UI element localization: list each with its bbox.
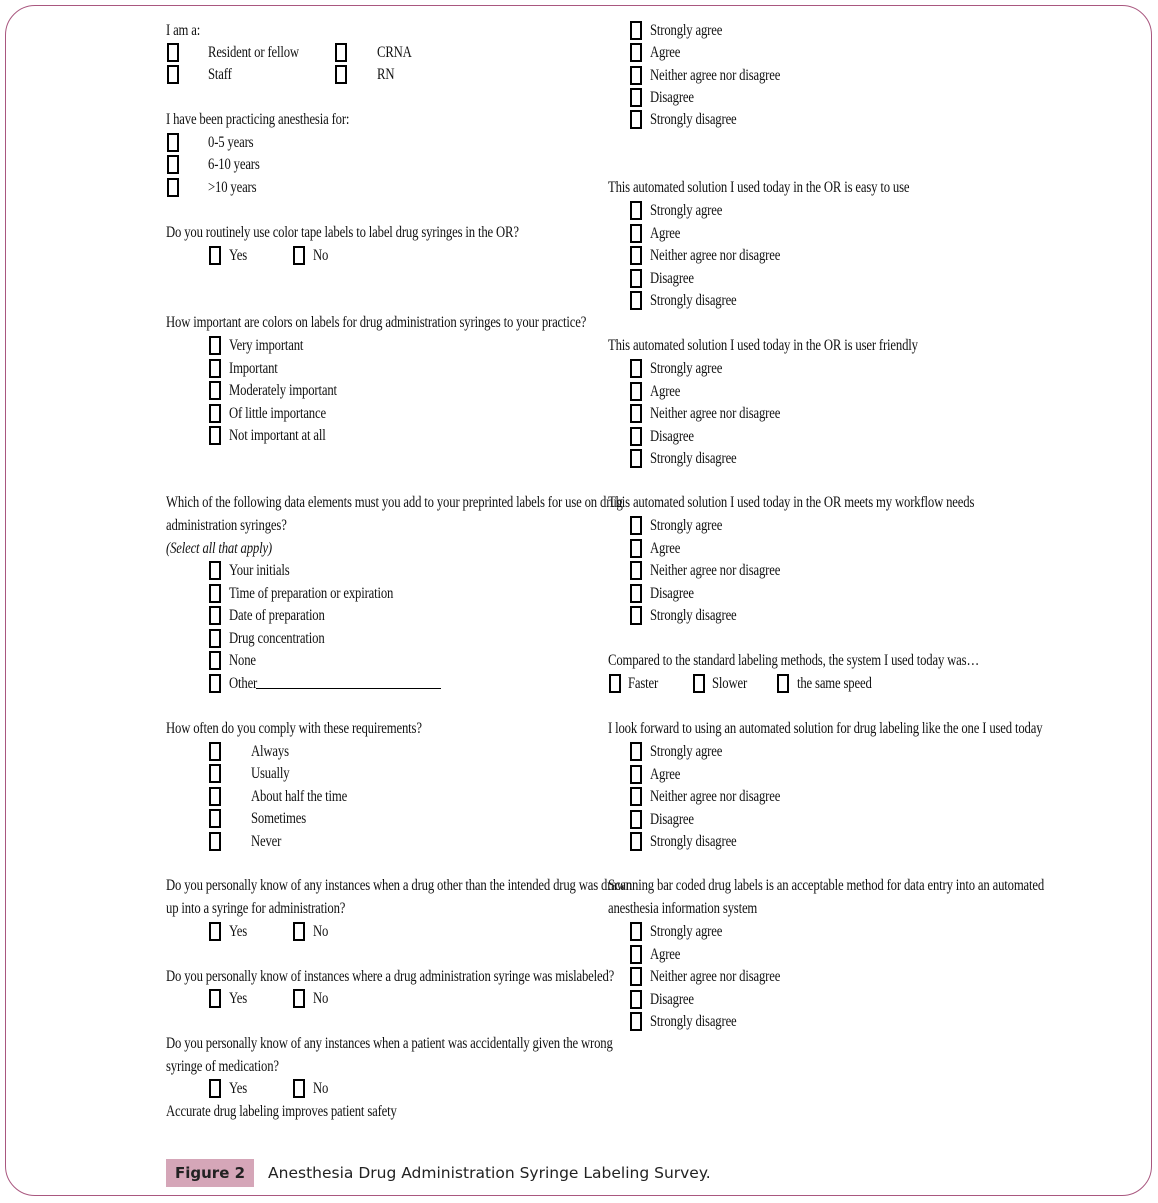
option-checkbox[interactable] (630, 224, 642, 243)
option-label: Yes (229, 1080, 248, 1097)
option-label: the same speed (797, 675, 872, 692)
option-label: Always (251, 743, 289, 760)
option-checkbox[interactable] (630, 110, 642, 129)
option-checkbox[interactable] (630, 88, 642, 107)
option-label: 0-5 years (208, 134, 254, 151)
option-label: Faster (628, 675, 659, 692)
checkbox-slower[interactable] (693, 674, 705, 693)
checkbox-rn[interactable] (335, 65, 347, 84)
option-label: No (313, 990, 329, 1007)
option-label: Neither agree nor disagree (650, 562, 781, 579)
option-label: Resident or fellow (208, 44, 299, 61)
option-checkbox[interactable] (630, 382, 642, 401)
option-label: Disagree (650, 270, 694, 287)
figure-caption-text: Anesthesia Drug Administration Syringe Labeling Survey. (268, 1164, 711, 1182)
option-label: Yes (229, 990, 248, 1007)
option-checkbox[interactable] (209, 787, 221, 806)
option-checkbox[interactable] (209, 651, 221, 670)
question-workflow: This automated solution I used today in the OR meets my workflow needs (608, 494, 975, 511)
option-label: >10 years (208, 179, 257, 196)
option-checkbox[interactable] (630, 66, 642, 85)
option-checkbox[interactable] (630, 404, 642, 423)
option-label: 6-10 years (208, 156, 260, 173)
select-all-note: (Select all that apply) (166, 540, 272, 557)
option-label: Disagree (650, 89, 694, 106)
checkbox-resident[interactable] (167, 43, 179, 62)
option-checkbox[interactable] (630, 516, 642, 535)
option-checkbox[interactable] (630, 201, 642, 220)
question-compliance: How often do you comply with these requirements? (166, 720, 422, 737)
option-checkbox[interactable] (630, 359, 642, 378)
option-label: Not important at all (229, 427, 326, 444)
figure-caption (166, 1159, 711, 1187)
option-checkbox[interactable] (630, 291, 642, 310)
option-label: Disagree (650, 428, 694, 445)
option-checkbox[interactable] (630, 1012, 642, 1031)
option-label: Important (229, 360, 278, 377)
checkbox-6-10[interactable] (167, 155, 179, 174)
option-checkbox[interactable] (209, 359, 221, 378)
option-checkbox[interactable] (209, 832, 221, 851)
question-barcode: Scanning bar coded drug labels is an acceptable method for data entry into an automated (608, 877, 1045, 894)
option-checkbox[interactable] (209, 606, 221, 625)
option-checkbox[interactable] (209, 742, 221, 761)
question-easy-to-use: This automated solution I used today in the OR is easy to use (608, 179, 910, 196)
checkbox-crna[interactable] (335, 43, 347, 62)
checkbox-faster[interactable] (609, 674, 621, 693)
option-label: Agree (650, 383, 681, 400)
option-label: Neither agree nor disagree (650, 247, 781, 264)
option-checkbox[interactable] (630, 246, 642, 265)
option-label: Yes (229, 923, 248, 940)
question-wrong-drug: Do you personally know of any instances when a drug other than the intended drug was drawn (166, 877, 632, 894)
figure-label: Figure 2 (166, 1159, 254, 1187)
question-wrong-syringe: Do you personally know of any instances when a patient was accidentally given the wrong (166, 1035, 613, 1052)
option-label: Strongly disagree (650, 111, 737, 128)
option-checkbox[interactable] (630, 561, 642, 580)
option-label: Strongly disagree (650, 292, 737, 309)
option-checkbox[interactable] (630, 945, 642, 964)
option-label: Other (229, 675, 258, 692)
option-label: Slower (712, 675, 748, 692)
option-label: Yes (229, 247, 248, 264)
option-label: Strongly disagree (650, 833, 737, 850)
option-label: Strongly agree (650, 517, 723, 534)
option-label: Your initials (229, 562, 290, 579)
option-label: Sometimes (251, 810, 307, 827)
option-label: No (313, 247, 329, 264)
question-patient-safety: Accurate drug labeling improves patient safety (166, 1103, 397, 1120)
option-label: Strongly agree (650, 22, 723, 39)
option-checkbox[interactable] (630, 810, 642, 829)
question-wrong-syringe-cont: syringe of medication? (166, 1058, 279, 1075)
checkbox-no[interactable] (293, 922, 305, 941)
option-checkbox[interactable] (630, 787, 642, 806)
question-experience: I have been practicing anesthesia for: (166, 111, 350, 128)
option-label: Never (251, 833, 282, 850)
option-label: Strongly agree (650, 360, 723, 377)
option-checkbox[interactable] (630, 43, 642, 62)
option-label: Agree (650, 44, 681, 61)
option-label: Very important (229, 337, 304, 354)
option-checkbox[interactable] (209, 336, 221, 355)
option-label: None (229, 652, 256, 669)
question-wrong-drug-cont: up into a syringe for administration? (166, 900, 346, 917)
option-checkbox[interactable] (209, 381, 221, 400)
question-color-importance: How important are colors on labels for drug administration syringes to your practice? (166, 314, 587, 331)
option-checkbox[interactable] (209, 629, 221, 648)
option-checkbox[interactable] (630, 990, 642, 1009)
option-label: Of little importance (229, 405, 326, 422)
option-checkbox[interactable] (630, 606, 642, 625)
option-label: Strongly agree (650, 202, 723, 219)
question-role: I am a: (166, 22, 201, 39)
question-data-elements-cont: administration syringes? (166, 517, 287, 534)
option-checkbox[interactable] (209, 404, 221, 423)
option-label: Agree (650, 540, 681, 557)
option-checkbox[interactable] (630, 269, 642, 288)
option-checkbox[interactable] (209, 561, 221, 580)
checkbox-staff[interactable] (167, 65, 179, 84)
option-label: Agree (650, 225, 681, 242)
option-label: Disagree (650, 991, 694, 1008)
checkbox-0-5[interactable] (167, 133, 179, 152)
option-label: Neither agree nor disagree (650, 67, 781, 84)
other-fill-in-line[interactable] (256, 676, 441, 689)
checkbox-yes[interactable] (209, 246, 221, 265)
option-checkbox[interactable] (209, 584, 221, 603)
question-color-tape: Do you routinely use color tape labels to label drug syringes in the OR? (166, 224, 519, 241)
option-label: Agree (650, 946, 681, 963)
checkbox-same-speed[interactable] (777, 674, 789, 693)
option-checkbox[interactable] (630, 742, 642, 761)
option-label: Time of preparation or expiration (229, 585, 394, 602)
option-label: Strongly disagree (650, 450, 737, 467)
question-look-forward: I look forward to using an automated solution for drug labeling like the one I used today (608, 720, 1043, 737)
option-checkbox[interactable] (209, 674, 221, 693)
option-label: Strongly agree (650, 743, 723, 760)
question-speed: Compared to the standard labeling methods, the system I used today was… (608, 652, 979, 669)
option-checkbox[interactable] (209, 764, 221, 783)
question-mislabeled: Do you personally know of instances where a drug administration syringe was mislabeled? (166, 968, 615, 985)
option-checkbox[interactable] (630, 765, 642, 784)
option-label: Strongly disagree (650, 607, 737, 624)
option-checkbox[interactable] (209, 809, 221, 828)
option-label: About half the time (251, 788, 348, 805)
question-data-elements: Which of the following data elements must you add to your preprinted labels for use on drug (166, 494, 623, 511)
option-label: Agree (650, 766, 681, 783)
option-label: Drug concentration (229, 630, 325, 647)
option-checkbox[interactable] (630, 922, 642, 941)
option-label: Disagree (650, 811, 694, 828)
option-checkbox[interactable] (630, 539, 642, 558)
option-checkbox[interactable] (630, 967, 642, 986)
option-label: Strongly agree (650, 923, 723, 940)
option-checkbox[interactable] (630, 449, 642, 468)
option-label: Neither agree nor disagree (650, 788, 781, 805)
checkbox-yes[interactable] (209, 922, 221, 941)
option-label: Staff (208, 66, 232, 83)
option-label: Strongly disagree (650, 1013, 737, 1030)
option-label: Neither agree nor disagree (650, 968, 781, 985)
option-checkbox[interactable] (630, 427, 642, 446)
option-label: No (313, 923, 329, 940)
checkbox-yes[interactable] (209, 1079, 221, 1098)
question-barcode-cont: anesthesia information system (608, 900, 758, 917)
question-user-friendly: This automated solution I used today in the OR is user friendly (608, 337, 918, 354)
option-label: Usually (251, 765, 290, 782)
option-label: RN (377, 66, 395, 83)
checkbox-no[interactable] (293, 246, 305, 265)
option-checkbox[interactable] (630, 832, 642, 851)
option-checkbox[interactable] (630, 584, 642, 603)
option-label: Neither agree nor disagree (650, 405, 781, 422)
checkbox-10plus[interactable] (167, 178, 179, 197)
checkbox-yes[interactable] (209, 989, 221, 1008)
option-label: Moderately important (229, 382, 337, 399)
option-label: Disagree (650, 585, 694, 602)
option-label: Date of preparation (229, 607, 325, 624)
option-label: CRNA (377, 44, 412, 61)
checkbox-no[interactable] (293, 1079, 305, 1098)
option-checkbox[interactable] (209, 426, 221, 445)
checkbox-no[interactable] (293, 989, 305, 1008)
option-checkbox[interactable] (630, 21, 642, 40)
option-label: No (313, 1080, 329, 1097)
